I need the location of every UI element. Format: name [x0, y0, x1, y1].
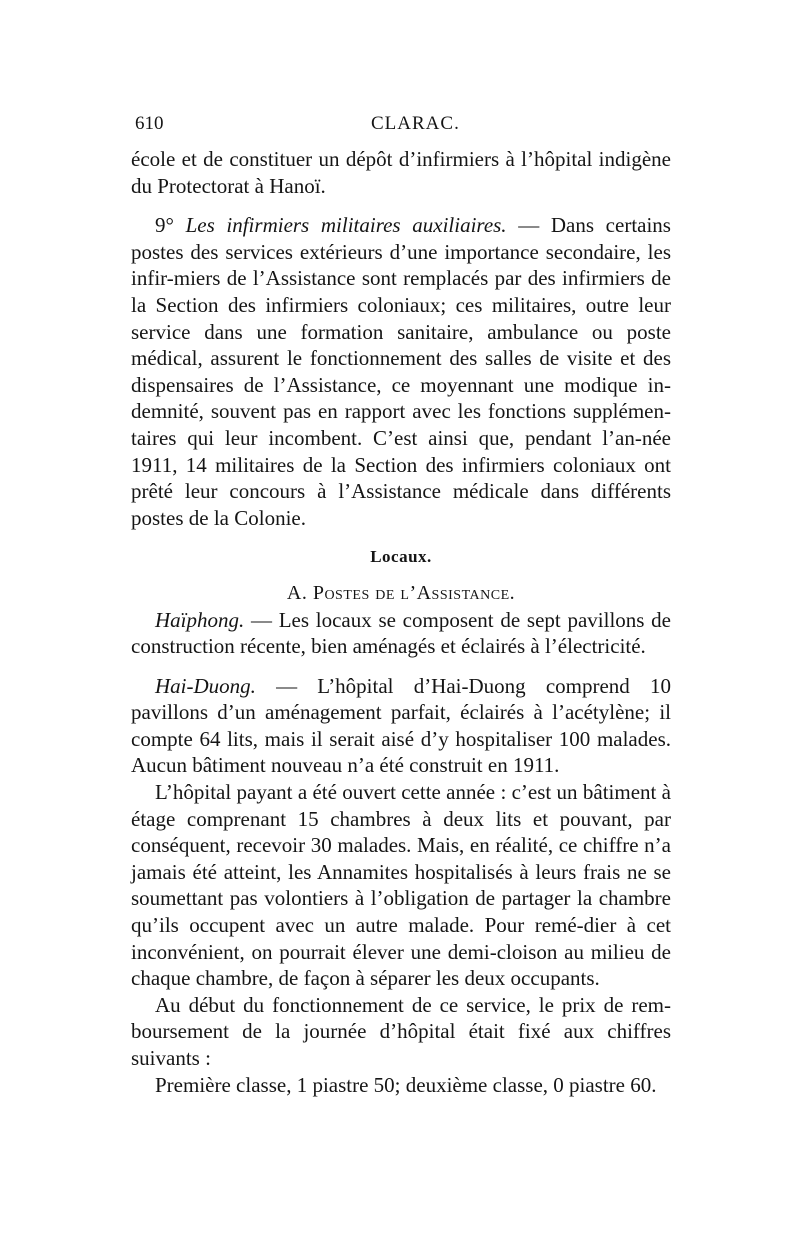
item-number: 9° [155, 213, 174, 238]
running-title: CLARAC. [371, 113, 460, 134]
subsection-heading [131, 580, 671, 607]
page-header [135, 113, 680, 141]
place-label: Haïphong. [155, 607, 245, 632]
place-label: Hai-Duong. [155, 673, 256, 698]
paragraph-infirmiers-militaires [131, 212, 671, 531]
subsection-letter: A. [286, 581, 308, 604]
section-heading: Locaux. [370, 547, 432, 567]
paragraph-continuation: école et de constituer un dépôt d’infirmiers à l’hôpital indigène du Protectorat à Hanoï. [131, 147, 671, 198]
paragraph-body: — Les locaux se composent de sept pavillons de construction récente, bien aménagés et éclairés à l’électricité. [131, 607, 672, 659]
paragraph-prix: Au début du fonctionnement de ce service, le prix de rem-boursement de la journée d’hôpital était fixé aux chiffres suivants : [131, 992, 671, 1070]
page-number: 610 [135, 113, 164, 134]
paragraph-hopital-payant: L’hôpital payant a été ouvert cette année : c’est un bâtiment à étage comprenant 15 chambres à deux lits et pouvant, par conséquent, recevoir 30 malades. Mais, en réalité, ce chiffre n’a jamais été atteint, les Annamites hospitalisés à leurs frais ne se soumettant pas volontiers à l’obligation de partager la chambre qu’ils occupent avec un autre malade. Pour remé-dier à cet inconvénient, on pourrait élever une demi-cloison au milieu de chaque chambre, de façon à séparer les deux occupants. [131, 780, 671, 991]
subsection-title: Postes de l’Assistance. [312, 581, 516, 604]
paragraph-haiphong [131, 607, 671, 660]
paragraph-tarifs: Première classe, 1 piastre 50; deuxième classe, 0 piastre 60. [155, 1072, 657, 1097]
body-text [131, 146, 671, 1098]
section-label: Les infirmiers militaires auxiliaires. [185, 213, 507, 238]
paragraph-body: — L’hôpital d’Hai-Duong comprend 10 pavillons d’un aménagement parfait, éclairés à l’acétylène; il compte 64 lits, mais il serait aisé d’y hospitaliser 100 malades. Aucun bâtiment nouveau n’a été construit en 1911. [131, 673, 671, 778]
paragraph-body: — Dans certains postes des services extérieurs d’une importance secondaire, les infir-miers de l’Assistance sont remplacés par des infirmiers de la Section des infirmiers coloniaux; ces militaires, outre leur service dans une formation sanitaire, ambulance ou poste médical, assurent le fonctionnement des salles de visite et des dispensaires de l’Assistance, ce moyennant une modique in-demnité, souvent pas en rapport avec les fonctions supplémen-taires qui leur incombent. C’est ainsi que, pendant l’an-née 1911, 14 militaires de la Section des infirmiers coloniaux ont prêté leur concours à l’Assistance médicale dans différents postes de la Colonie. [131, 213, 671, 530]
paragraph-hai-duong [131, 673, 671, 779]
